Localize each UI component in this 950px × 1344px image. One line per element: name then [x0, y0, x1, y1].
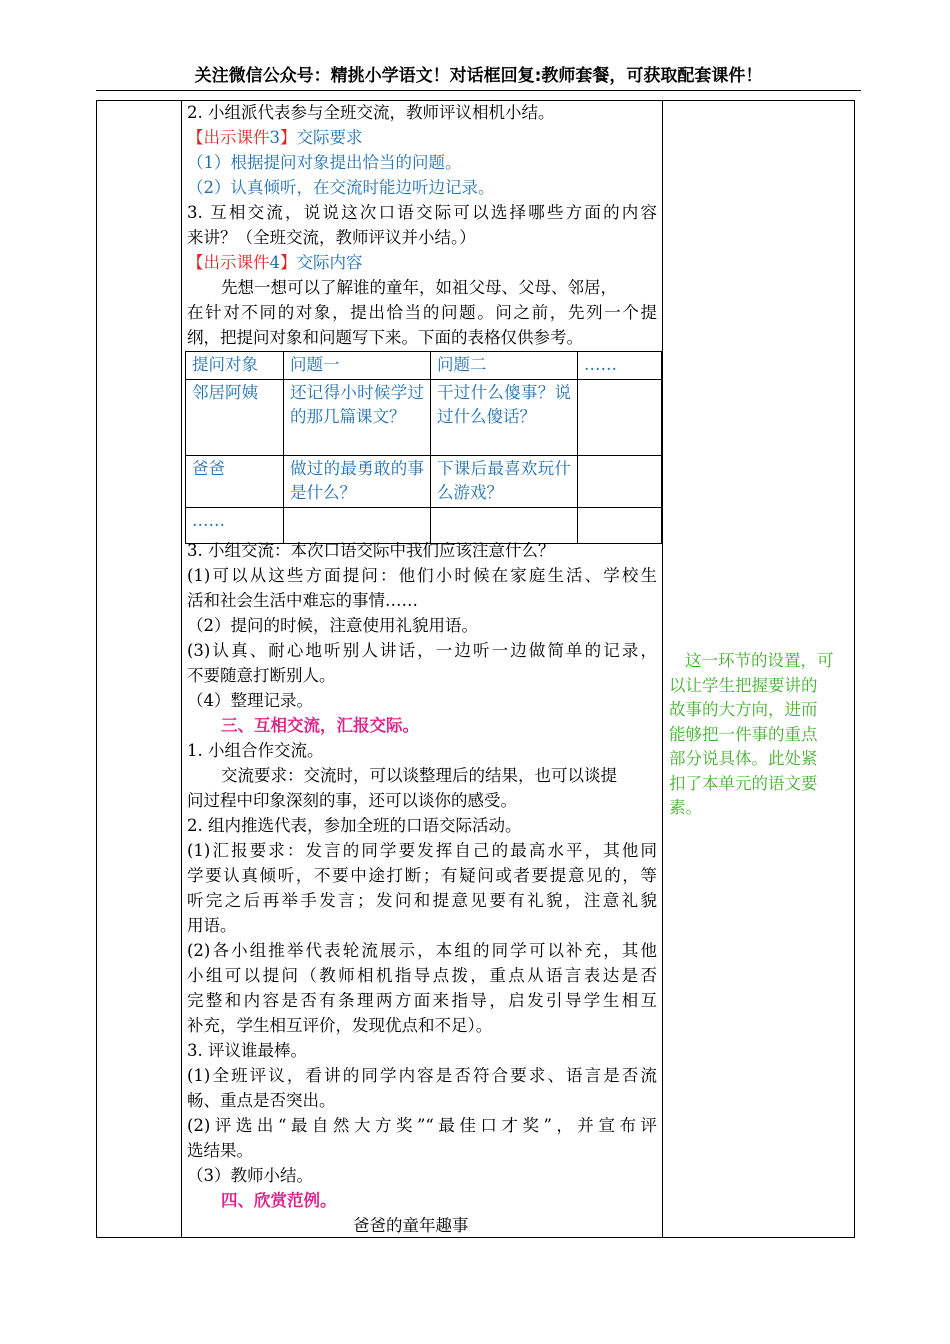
note-line: 这一环节的设置，可 — [685, 651, 834, 670]
note-line: 部分说具体。此处紧 — [669, 749, 818, 768]
note-line: 故事的大方向，进而 — [669, 700, 818, 719]
text-line: （4）整理记录。 — [187, 691, 313, 710]
header-text: 关注微信公众号：精挑小学语文！对话框回复:教师套餐，可获取配套课件！ — [194, 66, 763, 86]
main-column — [181, 101, 661, 1237]
table-header-cell: 提问对象 — [186, 352, 284, 380]
requirement-line: （1）根据提问对象提出恰当的问题。 — [187, 153, 462, 172]
text-line: 小组可以提问（教师相机指导点拨，重点从语言表达是否 — [187, 966, 657, 985]
text-line: (2)评选出“最自然大方奖”“最佳口才奖”，并宣布评 — [187, 1116, 657, 1135]
text-line: (2)各小组推举代表轮流展示，本组的同学可以补充，其他 — [187, 941, 657, 960]
text-line: （2）提问的时候，注意使用礼貌用语。 — [187, 616, 478, 635]
text-line: 纲，把提问对象和问题写下来。下面的表格仅供参考。 — [187, 328, 583, 347]
text-line: (1)可以从这些方面提问：他们小时候在家庭生活、学校生 — [187, 566, 657, 585]
table-cell — [578, 455, 662, 507]
example-title: 爸爸的童年趣事 — [353, 1216, 469, 1235]
text-line: （3）教师小结。 — [187, 1166, 313, 1185]
table-cell: …… — [186, 507, 284, 543]
table-cell — [284, 507, 431, 543]
text-line: (3)认真、耐心地听别人讲话，一边听一边做简单的记录， — [187, 641, 657, 660]
note-line: 素。 — [669, 798, 702, 817]
table-row — [186, 455, 662, 507]
question-table — [185, 351, 662, 544]
table-row — [186, 379, 662, 455]
text-line: 用语。 — [187, 916, 237, 935]
table-cell: 干过什么傻事？说过什么傻话？ — [431, 379, 578, 455]
text-line: 来讲？（全班交流，教师评议并小结。） — [187, 228, 476, 247]
table-cell: 还记得小时候学过的那几篇课文？ — [284, 379, 431, 455]
text-line: 活和社会生活中难忘的事情…… — [187, 591, 418, 610]
note-line: 以让学生把握要讲的 — [669, 675, 818, 695]
lesson-table — [96, 100, 855, 1238]
text-line: 交流要求：交流时，可以谈整理后的结果，也可以谈提 — [221, 766, 617, 785]
text-line: 完整和内容是否有条理两方面来指导，启发引导学生相互 — [187, 991, 657, 1010]
table-header-cell: 问题一 — [284, 352, 431, 380]
table-cell: 下课后最喜欢玩什么游戏？ — [431, 455, 578, 507]
text-line: 学要认真倾听，不要中途打断；有疑问或者要提意见的，等 — [187, 866, 657, 885]
text-line: 在针对不同的对象，提出恰当的问题。问之前，先列一个提 — [187, 303, 657, 322]
table-row — [186, 507, 662, 543]
table-header-row — [186, 352, 662, 380]
page-header — [96, 62, 861, 91]
table-cell — [578, 379, 662, 455]
text-line: (1)汇报要求：发言的同学要发挥自己的最高水平，其他同 — [187, 841, 657, 860]
text-line: 先想一想可以了解谁的童年，如祖父母、父母、邻居， — [221, 278, 617, 297]
section-heading: 三、互相交流，汇报交际。 — [221, 716, 419, 735]
text-line: 2. 小组派代表参与全班交流，教师评议相机小结。 — [187, 103, 555, 122]
text-line: 畅、重点是否突出。 — [187, 1091, 336, 1110]
table-cell — [578, 507, 662, 543]
text-line: 补充，学生相互评价，发现优点和不足）。 — [187, 1016, 493, 1035]
text-line: 3. 小组交流：本次口语交际中我们应该注意什么？ — [187, 541, 555, 560]
table-header-cell: …… — [578, 352, 662, 380]
requirement-line: （2）认真倾听，在交流时能边听边记录。 — [187, 178, 495, 197]
text-line: 问过程中印象深刻的事，还可以谈你的感受。 — [187, 791, 517, 810]
teaching-note — [669, 649, 847, 821]
section-heading: 四、欣赏范例。 — [221, 1191, 337, 1210]
note-line: 扣了本单元的语文要 — [669, 773, 818, 793]
text-line: 3. 互相交流，说说这次口语交际可以选择哪些方面的内容 — [187, 203, 657, 222]
text-line: 听完之后再举手发言；发问和提意见要有礼貌，注意礼貌 — [187, 891, 657, 910]
column-divider-right — [662, 101, 663, 1237]
text-line: (1)全班评议，看讲的同学内容是否符合要求、语言是否流 — [187, 1066, 657, 1085]
text-line: 2. 组内推选代表，参加全班的口语交际活动。 — [187, 816, 522, 835]
note-line: 能够把一件事的重点 — [669, 724, 818, 744]
courseware-4-heading: 【出示课件4】交际内容 — [187, 253, 363, 272]
text-line: 不要随意打断别人。 — [187, 666, 336, 685]
table-cell: 做过的最勇敢的事是什么？ — [284, 455, 431, 507]
table-cell: 爸爸 — [186, 455, 284, 507]
table-cell: 邻居阿姨 — [186, 379, 284, 455]
text-line: 3. 评议谁最棒。 — [187, 1041, 307, 1060]
text-line: 选结果。 — [187, 1141, 253, 1160]
courseware-3-heading: 【出示课件3】交际要求 — [187, 128, 363, 147]
table-header-cell: 问题二 — [431, 352, 578, 380]
text-line: 1. 小组合作交流。 — [187, 741, 324, 760]
table-cell — [431, 507, 578, 543]
